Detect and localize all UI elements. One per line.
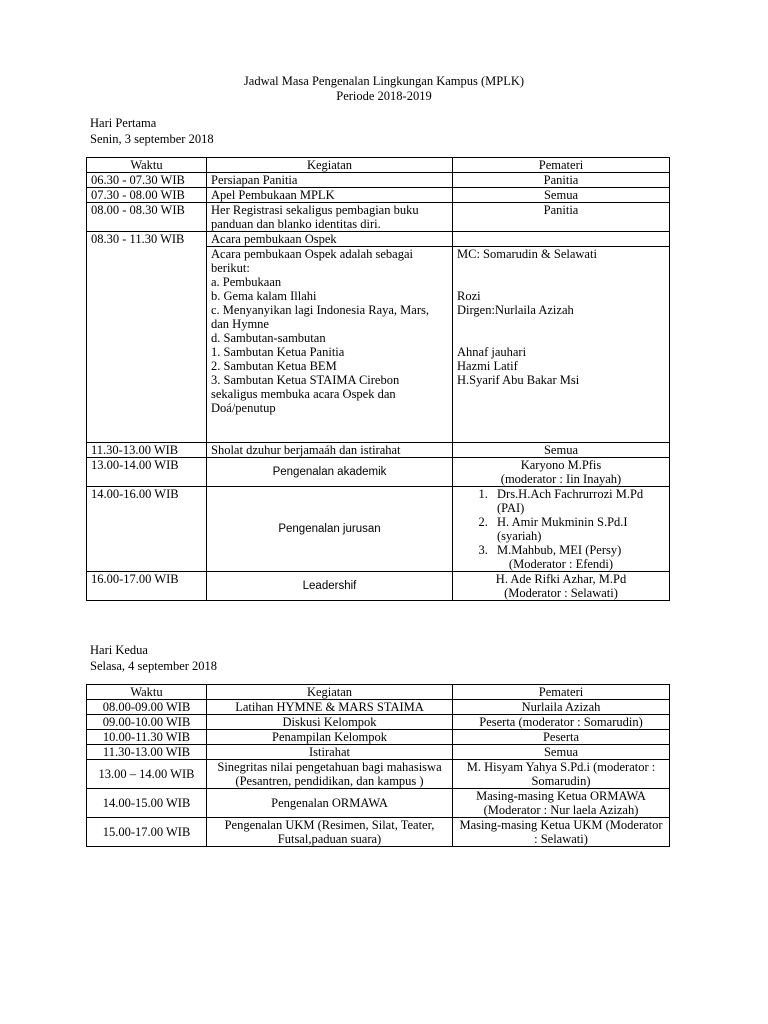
speaker-cell: Masing-masing Ketua ORMAWA (Moderator : Nur laela Azizah) xyxy=(453,789,670,818)
activity-cell: Diskusi Kelompok xyxy=(207,715,453,730)
header-speaker: Pemateri xyxy=(453,158,670,173)
moderator-line: (Moderator : Efendi) xyxy=(508,557,614,571)
speaker-line: Hazmi Latif xyxy=(457,359,518,373)
speaker-cell: Panitia xyxy=(453,203,670,232)
opening-program-cell xyxy=(207,247,453,443)
header-speaker: Pemateri xyxy=(453,685,670,700)
activity-cell: Sinegritas nilai pengetahuan bagi mahasiswa (Pesantren, pendidikan, dan kampus ) xyxy=(207,760,453,789)
table-row xyxy=(87,487,670,572)
header-time: Waktu xyxy=(87,158,207,173)
time-cell: 06.30 - 07.30 WIB xyxy=(87,173,207,188)
time-cell: 15.00-17.00 WIB xyxy=(87,818,207,847)
day1-date: Senin, 3 september 2018 xyxy=(90,132,214,146)
table-row xyxy=(87,572,670,601)
table-row xyxy=(87,789,670,818)
activity-cell: Acara pembukaan Ospek xyxy=(207,232,453,247)
speaker-cell: Semua xyxy=(453,443,670,458)
speaker-cell: Semua xyxy=(453,188,670,203)
time-cell: 08.00 - 08.30 WIB xyxy=(87,203,207,232)
time-cell: 11.30-13.00 WIB xyxy=(87,443,207,458)
table-row xyxy=(87,700,670,715)
table-row xyxy=(87,458,670,487)
speaker-cell: Peserta (moderator : Somarudin) xyxy=(453,715,670,730)
day2-schedule-table xyxy=(86,684,670,847)
speaker-line: H. Ade Rifki Azhar, M.Pd xyxy=(495,572,627,586)
time-cell: 09.00-10.00 WIB xyxy=(87,715,207,730)
time-cell: 07.30 - 08.00 WIB xyxy=(87,188,207,203)
table-row xyxy=(87,818,670,847)
speaker-cell xyxy=(453,458,670,487)
table-row xyxy=(87,203,670,232)
time-cell: 13.00 – 14.00 WIB xyxy=(87,760,207,789)
table-row xyxy=(87,173,670,188)
activity-cell: Istirahat xyxy=(207,745,453,760)
day1-name: Hari Pertama xyxy=(90,116,157,130)
speaker-cell xyxy=(453,232,670,247)
day1-schedule-table xyxy=(86,157,670,601)
speaker-line: H.Syarif Abu Bakar Msi xyxy=(457,373,580,387)
activity-cell: Leadershif xyxy=(207,572,453,601)
speaker-cell: Peserta xyxy=(453,730,670,745)
program-line: 3. Sambutan Ketua STAIMA Cirebon sekaligus membuka acara Ospek dan Doá/penutup xyxy=(211,373,400,415)
opening-speakers-cell xyxy=(453,247,670,443)
activity-cell: Pengenalan jurusan xyxy=(207,487,453,572)
title-line-2: Periode 2018-2019 xyxy=(336,89,432,103)
speaker-cell: Panitia xyxy=(453,173,670,188)
activity-cell: Latihan HYMNE & MARS STAIMA xyxy=(207,700,453,715)
table-header-row xyxy=(87,158,670,173)
day1-heading xyxy=(90,115,214,147)
speaker-list xyxy=(457,487,665,557)
activity-cell: Persiapan Panitia xyxy=(207,173,453,188)
header-activity: Kegiatan xyxy=(207,158,453,173)
time-cell: 14.00-16.00 WIB xyxy=(87,487,207,572)
day2-heading xyxy=(90,642,217,674)
speaker-cell: M. Hisyam Yahya S.Pd.i (moderator : Somarudin) xyxy=(453,760,670,789)
speaker-line: Karyono M.Pfis xyxy=(520,458,602,472)
table-row xyxy=(87,232,670,247)
program-line: d. Sambutan-sambutan xyxy=(211,331,326,345)
document-title xyxy=(0,74,768,104)
program-line: 2. Sambutan Ketua BEM xyxy=(211,359,337,373)
title-line-1: Jadwal Masa Pengenalan Lingkungan Kampus (MPLK) xyxy=(243,74,525,88)
program-line: 1. Sambutan Ketua Panitia xyxy=(211,345,345,359)
activity-cell: Apel Pembukaan MPLK xyxy=(207,188,453,203)
program-line: c. Menyanyikan lagi Indonesia Raya, Mars, dan Hymne xyxy=(211,303,429,331)
time-cell: 08.30 - 11.30 WIB xyxy=(87,232,207,443)
table-row xyxy=(87,188,670,203)
day2-name: Hari Kedua xyxy=(90,643,148,657)
program-line: Acara pembukaan Ospek adalah sebagai berikut: xyxy=(211,247,413,275)
program-line: b. Gema kalam Illahi xyxy=(211,289,317,303)
speaker-cell xyxy=(453,572,670,601)
speaker-line: Ahnaf jauhari xyxy=(457,345,527,359)
speaker-cell xyxy=(453,487,670,572)
time-cell: 16.00-17.00 WIB xyxy=(87,572,207,601)
list-item: 2. H. Amir Mukminin S.Pd.I (syariah) xyxy=(491,515,665,543)
speaker-mc: MC: Somarudin & Selawati xyxy=(457,247,597,261)
table-row xyxy=(87,745,670,760)
table-row xyxy=(87,730,670,745)
list-item: 3. M.Mahbub, MEI (Persy) xyxy=(491,543,665,557)
table-row xyxy=(87,760,670,789)
activity-cell: Pengenalan akademik xyxy=(207,458,453,487)
table-row xyxy=(87,443,670,458)
activity-cell: Pengenalan UKM (Resimen, Silat, Teater, Futsal,paduan suara) xyxy=(207,818,453,847)
time-cell: 10.00-11.30 WIB xyxy=(87,730,207,745)
time-cell: 11.30-13.00 WIB xyxy=(87,745,207,760)
activity-cell: Penampilan Kelompok xyxy=(207,730,453,745)
activity-cell: Sholat dzuhur berjamaáh dan istirahat xyxy=(207,443,453,458)
speaker-cell: Semua xyxy=(453,745,670,760)
time-cell: 13.00-14.00 WIB xyxy=(87,458,207,487)
moderator-line: (moderator : Iin Inayah) xyxy=(500,472,622,486)
table-header-row xyxy=(87,685,670,700)
list-item: 1. Drs.H.Ach Fachrurrozi M.Pd (PAI) xyxy=(491,487,665,515)
speaker-line: Rozi xyxy=(457,289,481,303)
program-line: a. Pembukaan xyxy=(211,275,282,289)
header-time: Waktu xyxy=(87,685,207,700)
moderator-line: (Moderator : Selawati) xyxy=(504,586,618,600)
speaker-line: Dirgen:Nurlaila Azizah xyxy=(457,303,574,317)
time-cell: 14.00-15.00 WIB xyxy=(87,789,207,818)
header-activity: Kegiatan xyxy=(207,685,453,700)
table-row xyxy=(87,715,670,730)
time-cell: 08.00-09.00 WIB xyxy=(87,700,207,715)
speaker-cell: Nurlaila Azizah xyxy=(453,700,670,715)
activity-cell: Her Registrasi sekaligus pembagian buku panduan dan blanko identitas diri. xyxy=(207,203,453,232)
day2-date: Selasa, 4 september 2018 xyxy=(90,659,218,673)
speaker-cell: Masing-masing Ketua UKM (Moderator : Selawati) xyxy=(453,818,670,847)
activity-cell: Pengenalan ORMAWA xyxy=(207,789,453,818)
